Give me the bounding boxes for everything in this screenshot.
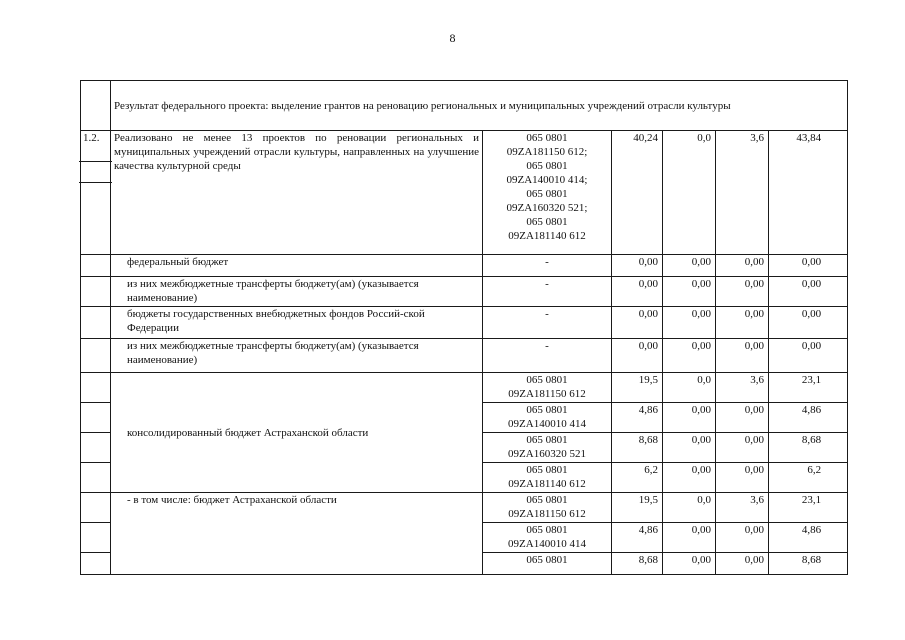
total-cell: 4,86 — [769, 403, 848, 433]
code-cell — [483, 493, 612, 523]
code-cell — [483, 463, 612, 493]
row-number: 1.2. — [83, 132, 100, 144]
row-number-cell — [81, 131, 111, 255]
value-cell: 0,00 — [663, 403, 716, 433]
value-cell: 0,00 — [612, 255, 663, 277]
table-row — [81, 277, 848, 307]
total-cell: 0,00 — [769, 307, 848, 339]
code-line: 065 0801 — [526, 160, 568, 172]
code-cell: - — [483, 339, 612, 373]
code-line: 09ZA140010 414; — [506, 174, 588, 186]
code-cell — [483, 403, 612, 433]
number-cell-empty — [81, 339, 111, 373]
value-cell: 4,86 — [612, 523, 663, 553]
number-cell-empty — [81, 307, 111, 339]
number-cell-empty — [81, 255, 111, 277]
code-line: 09ZA160320 521; — [506, 202, 588, 214]
code-line: 065 0801 — [526, 216, 568, 228]
code-line: 065 0801 — [526, 374, 568, 386]
value-cell: 0,00 — [716, 463, 769, 493]
total-cell: 23,1 — [769, 493, 848, 523]
value-cell: 3,6 — [716, 131, 769, 255]
row-label: федеральный бюджет — [111, 255, 483, 277]
code-line: 065 0801 — [526, 494, 568, 506]
total-cell: 8,68 — [769, 433, 848, 463]
row-label: из них межбюджетные трансферты бюджету(ам) (указывается наименование) — [111, 339, 483, 373]
divider — [79, 182, 112, 183]
value-cell: 3,6 — [716, 493, 769, 523]
budget-table — [80, 80, 848, 575]
number-cell-empty — [81, 463, 111, 493]
value-cell: 0,00 — [612, 307, 663, 339]
value-cell: 19,5 — [612, 373, 663, 403]
value-cell: 0,00 — [716, 433, 769, 463]
value-cell: 0,00 — [716, 553, 769, 575]
code-cell — [483, 373, 612, 403]
code-cell — [483, 553, 612, 575]
code-line: 09ZA181140 612 — [508, 230, 586, 242]
value-cell: 19,5 — [612, 493, 663, 523]
code-cell — [483, 433, 612, 463]
value-cell: 8,68 — [612, 433, 663, 463]
value-cell: 0,00 — [663, 307, 716, 339]
code-line: 065 0801 — [526, 434, 568, 446]
code-line: 065 0801 — [526, 524, 568, 536]
total-cell: 4,86 — [769, 523, 848, 553]
consolidated-budget-label: консолидированный бюджет Астраханской области — [111, 373, 483, 493]
number-cell-empty — [81, 373, 111, 403]
code-line: 09ZA181150 612 — [508, 508, 586, 520]
value-cell: 0,00 — [716, 339, 769, 373]
total-cell: 0,00 — [769, 339, 848, 373]
table-row — [81, 307, 848, 339]
number-cell-empty — [81, 403, 111, 433]
code-line: 065 0801 — [526, 464, 568, 476]
total-cell: 23,1 — [769, 373, 848, 403]
value-cell: 0,00 — [612, 339, 663, 373]
code-cell — [483, 523, 612, 553]
row-number-spacer — [81, 162, 110, 182]
value-cell: 0,0 — [663, 373, 716, 403]
code-cell — [483, 131, 612, 255]
code-line: 09ZA160320 521 — [508, 448, 586, 460]
value-cell: 0,00 — [716, 403, 769, 433]
number-cell-empty — [81, 553, 111, 575]
code-line: 09ZA181150 612 — [508, 388, 586, 400]
number-cell-empty — [81, 433, 111, 463]
number-cell-empty — [81, 523, 111, 553]
code-line: 065 0801 — [526, 188, 568, 200]
value-cell: 0,00 — [663, 255, 716, 277]
code-cell: - — [483, 277, 612, 307]
page-number: 8 — [449, 31, 456, 45]
number-cell-empty — [81, 81, 111, 131]
value-cell: 0,00 — [663, 523, 716, 553]
code-line: 065 0801 — [526, 554, 568, 566]
value-cell: 40,24 — [612, 131, 663, 255]
value-cell: 0,0 — [663, 493, 716, 523]
value-cell: 0,00 — [663, 277, 716, 307]
value-cell: 0,00 — [612, 277, 663, 307]
value-cell: 0,00 — [663, 553, 716, 575]
code-line: 09ZA181150 612; — [506, 146, 588, 158]
value-cell: 4,86 — [612, 403, 663, 433]
table-row — [81, 131, 848, 255]
total-cell: 0,00 — [769, 277, 848, 307]
value-cell: 0,00 — [663, 339, 716, 373]
value-cell: 0,00 — [716, 255, 769, 277]
code-line: 09ZA140010 414 — [508, 538, 586, 550]
result-header: Результат федерального проекта: выделение грантов на реновацию региональных и муниципальных учреждений отрасли культуры — [111, 81, 848, 131]
total-cell: 43,84 — [769, 131, 848, 255]
code-cell: - — [483, 255, 612, 277]
code-line: 09ZA181140 612 — [508, 478, 586, 490]
row-label: бюджеты государственных внебюджетных фондов Россий-ской Федерации — [111, 307, 483, 339]
code-line: 09ZA140010 414 — [508, 418, 586, 430]
code-line: 065 0801 — [526, 132, 568, 144]
value-cell: 0,00 — [716, 277, 769, 307]
value-cell: 0,00 — [663, 433, 716, 463]
value-cell: 0,00 — [716, 523, 769, 553]
value-cell: 0,00 — [716, 307, 769, 339]
value-cell: 3,6 — [716, 373, 769, 403]
regional-budget-label: - в том числе: бюджет Астраханской области — [111, 493, 483, 575]
result-header-row — [81, 81, 848, 131]
row-description: Реализовано не менее 13 проектов по реновации региональных и муниципальных учреждений отрасли культуры, направленных на улучшение качества культурной среды — [111, 131, 483, 255]
number-cell-empty — [81, 493, 111, 523]
row-label: из них межбюджетные трансферты бюджету(ам) (указывается наименование) — [111, 277, 483, 307]
code-line: 065 0801 — [526, 404, 568, 416]
table-row — [81, 339, 848, 373]
number-cell-empty — [81, 277, 111, 307]
table-row — [81, 373, 848, 403]
value-cell: 0,0 — [663, 131, 716, 255]
table-row — [81, 255, 848, 277]
value-cell: 6,2 — [612, 463, 663, 493]
table-row — [81, 493, 848, 523]
value-cell: 8,68 — [612, 553, 663, 575]
total-cell: 0,00 — [769, 255, 848, 277]
value-cell: 0,00 — [663, 463, 716, 493]
code-cell: - — [483, 307, 612, 339]
total-cell: 6,2 — [769, 463, 848, 493]
total-cell: 8,68 — [769, 553, 848, 575]
